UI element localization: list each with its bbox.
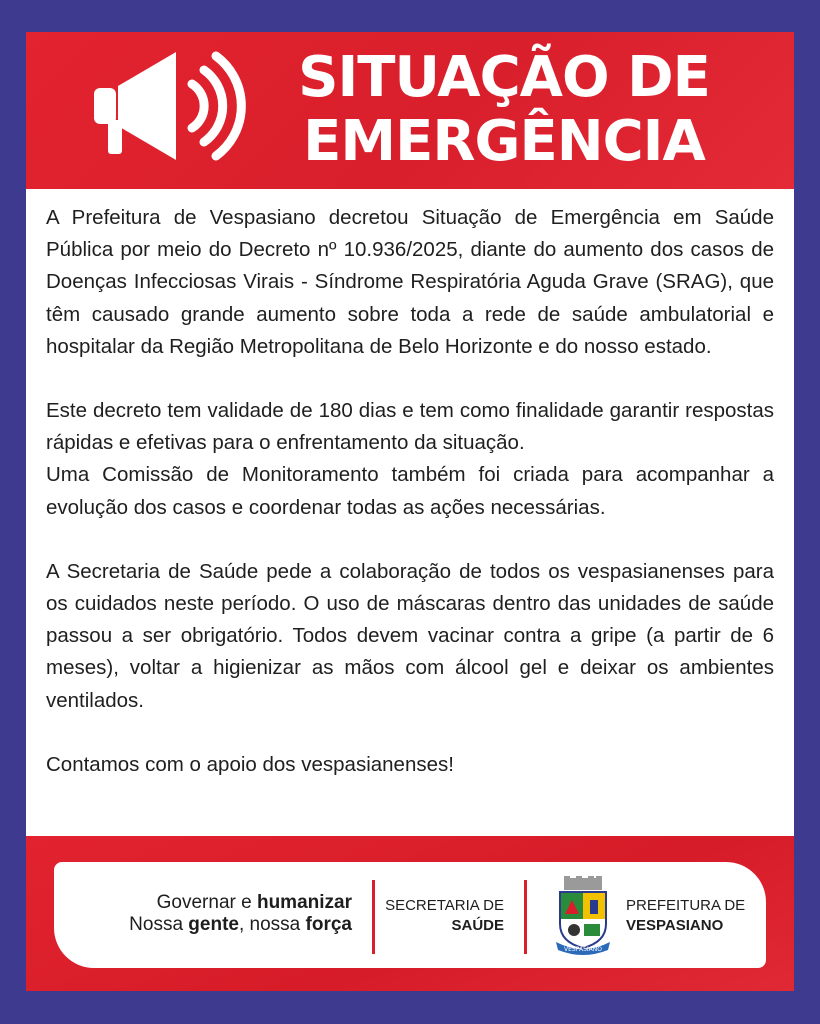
paragraph-closing: Contamos com o apoio dos vespasianenses!	[46, 752, 454, 776]
slogan-text: , nossa	[238, 914, 306, 935]
prefeitura-line-2: VESPASIANO	[626, 917, 724, 934]
prefeitura-label	[626, 896, 766, 936]
announcement-body	[46, 202, 774, 781]
slogan-line-2	[82, 914, 352, 936]
slogan-text: Governar e	[156, 892, 257, 913]
megaphone-icon	[88, 46, 248, 166]
slogan-emphasis: humanizar	[256, 892, 352, 913]
footer-banner	[26, 836, 794, 991]
announcement-card	[26, 32, 794, 991]
slogan	[82, 892, 352, 936]
header-banner	[26, 32, 794, 189]
slogan-line-1	[82, 892, 352, 914]
footer-panel	[54, 862, 766, 968]
page-title	[244, 46, 764, 174]
footer-divider	[372, 880, 375, 954]
title-line-1: SITUAÇÃO DE	[298, 45, 710, 110]
city-crest-icon	[554, 876, 612, 956]
crest-banner-text: VESPASIANO	[564, 946, 602, 953]
slogan-text: Nossa	[129, 914, 189, 935]
secretaria-label	[384, 896, 504, 936]
paragraph-recommendations: A Secretaria de Saúde pede a colaboração de todos os vespasianenses para os cuidados neste período. O uso de máscaras dentro das unidades de saúde passou a ser obrigatório. Todos devem vacinar contra a gripe (a partir de 6 meses), voltar a higienizar as mãos com álcool gel e deixar os ambientes ventilados.	[46, 559, 774, 712]
slogan-emphasis: força	[305, 914, 352, 935]
secretaria-line-1: SECRETARIA DE	[385, 897, 504, 914]
footer-divider	[524, 880, 527, 954]
paragraph-decree: A Prefeitura de Vespasiano decretou Situação de Emergência em Saúde Pública por meio do Decreto nº 10.936/2025, diante do aumento dos casos de Doenças Infecciosas Virais - Síndrome Respiratória Aguda Grave (SRAG), que têm causado grande aumento sobre toda a rede de saúde ambulatorial e hospitalar da Região Metropolitana de Belo Horizonte e do nosso estado.	[46, 206, 774, 358]
slogan-emphasis: gente	[188, 914, 239, 935]
secretaria-line-2: SAÚDE	[451, 917, 504, 934]
paragraph-commission: Uma Comissão de Monitoramento também foi criada para acompanhar a evolução dos casos e coordenar todas as ações necessárias.	[46, 463, 774, 519]
paragraph-validity: Este decreto tem validade de 180 dias e tem como finalidade garantir respostas rápidas e efetivas para o enfrentamento da situação.	[46, 399, 774, 455]
title-line-2: EMERGÊNCIA	[303, 109, 705, 174]
prefeitura-line-1: PREFEITURA DE	[626, 897, 746, 914]
